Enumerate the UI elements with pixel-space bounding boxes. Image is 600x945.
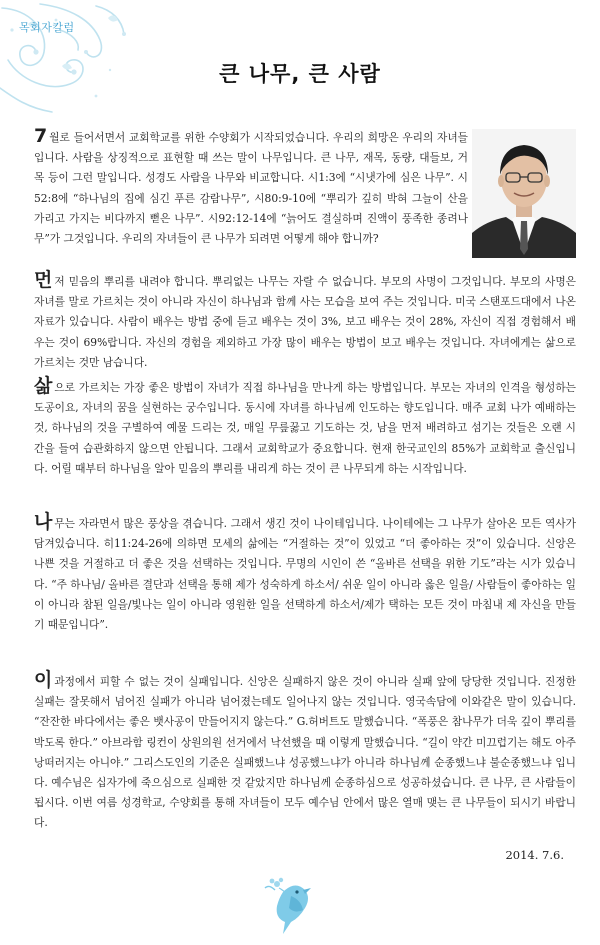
paragraph-5-text: 과정에서 피할 수 없는 것이 실패입니다. 신앙은 실패하지 않은 것이 아니라 실패 앞에 당당한 것입니다. 진정한 실패는 잘못해서 넘어진 실패가 아니라 넘어졌는데도 일어나지 않는 것입니다. 영국속담에 이와같은 말이 있습니다. “잔잔한 바다에서는 좋은 뱃사공이 만들어지지 않는다.” G.허버트도 말했습니다. “폭풍은 참나무가 더욱 깊이 뿌리를 박도록 한다.” 아브라함 링컨이 상원의원 선거에서 낙선했을 때 이렇게 말했습니다. “길이 약간 미끄럽기는 해도 아주 낭떠러지는 아니야.” 그리스도인의 기준은 실패했느냐 성공했느냐가 아니라 하나님께 순종했느냐 불순종했느냐 입니다. 예수님은 십자가에 죽으심으로 실패한 것 같았지만 하나님께 순종하심으로 성공하셨습니다. 큰 나무, 큰 사람들이 됩시다. 이번 여름 성경학교, 수양회를 통해 자녀들이 모두 예수님 안에서 많은 열매 맺는 큰 나무들이 되시기 바랍니다. [34,675,576,830]
drop-initial-4: 나 [34,511,53,533]
publish-date: 2014. 7.6. [505,848,564,862]
paragraph-3 [34,375,576,479]
paragraph-5 [34,669,576,834]
paragraph-3-text: 으로 가르치는 가장 좋은 방법이 자녀가 직접 하나님을 만나게 하는 방법입니다. 부모는 자녀의 인격을 형성하는 도공이요, 자녀의 꿈을 실현하는 궁수입니다. 동시에 자녀를 하나님께 인도하는 향도입니다. 매주 교회 나가 예배하는 것, 하나님의 것을 구별하여 예물 드리는 것, 매일 무릎꿇고 기도하는 것, 남을 먼저 배려하고 섬기는 것들은 오랜 시간을 들여 습관화하지 않으면 안됩니다. 그래서 교회학교가 중요합니다. 현재 한국교인의 85%가 교회학교 출신입니다. 어릴 때부터 하나님을 알아 믿음의 뿌리를 내리게 하는 것이 큰 나무되게 하는 시작입니다. [34,381,576,475]
pastor-portrait [472,129,576,258]
paragraph-4 [34,511,577,635]
paragraph-2 [34,269,576,373]
drop-initial-1: 7 [34,125,48,147]
drop-initial-2: 먼 [34,269,53,291]
drop-initial-3: 삶 [34,375,53,397]
bird-with-flower-icon [261,874,321,936]
drop-initial-5: 이 [34,669,53,691]
page-title: 큰 나무, 큰 사람 [219,62,381,86]
paragraph-4-text: 무는 자라면서 많은 풍상을 겪습니다. 그래서 생긴 것이 나이테입니다. 나이테에는 그 나무가 살아온 모든 역사가 담겨있습니다. 히11:24-26에 의하면 모세의 삶에는 “거절하는 것”이 있었고 “더 좋아하는 것”이 있습니다. 신앙은 나쁜 것을 거절하고 더 좋은 것을 선택하는 것입니다. 무명의 시인이 쓴 “올바른 선택을 위한 기도”라는 시가 있습니다. “주 하나님/ 올바른 결단과 선택을 통해 제가 성숙하게 하소서/ 쉬운 일이 아니라 옳은 일을/ 사람들이 좋아하는 일이 아니라 참된 일을/빛나는 일이 아니라 영원한 일을 선택하게 하소서/제가 택하는 모든 것이 마침내 제 자신을 만들기 때문입니다”. [34,517,577,632]
paragraph-1 [34,125,468,249]
column-tag: 목회자칼럼 [19,21,75,34]
paragraph-2-text: 저 믿음의 뿌리를 내려야 합니다. 뿌리없는 나무는 자랄 수 없습니다. 부모의 사명이 그것입니다. 부모의 사명은 자녀를 말로 가르치는 것이 아니라 자신이 하나님과 함께 사는 모습을 보여 주는 것입니다. 미국 스탠포드대에서 나온 자료가 있습니다. 사람이 배우는 방법 중에 듣고 배우는 것이 3%, 보고 배우는 것이 28%, 자신이 직접 경험해서 배우는 것이 69%랍니다. 자신의 경험을 제외하고 가장 많이 배우는 방법이 보고 배우는 것입니다. 자녀에게는 삶으로 가르치는 것만 남습니다. [34,275,576,369]
paragraph-1-text: 월로 들어서면서 교회학교를 위한 수양회가 시작되었습니다. 우리의 희망은 우리의 자녀들입니다. 사람을 상징적으로 표현할 때 쓰는 말이 나무입니다. 큰 나무, 재목, 동량, 대들보, 거목 등이 그런 말입니다. 성경도 사람을 나무와 비교합니다. 시1:3에 “시냇가에 심은 나무”. 시52:8에 “하나님의 집에 심긴 푸른 감람나무”, 시80:9-10에 “뿌리가 깊히 박혀 그늘이 산을 가리고 가지는 비다까지 뻗은 나무”. 시92:12-14에 “늙어도 결실하며 진액이 풍족한 종려나무”가 그것입니다. 우리의 자녀들이 큰 나무가 되려면 어떻게 해야 합니까? [34,131,468,246]
